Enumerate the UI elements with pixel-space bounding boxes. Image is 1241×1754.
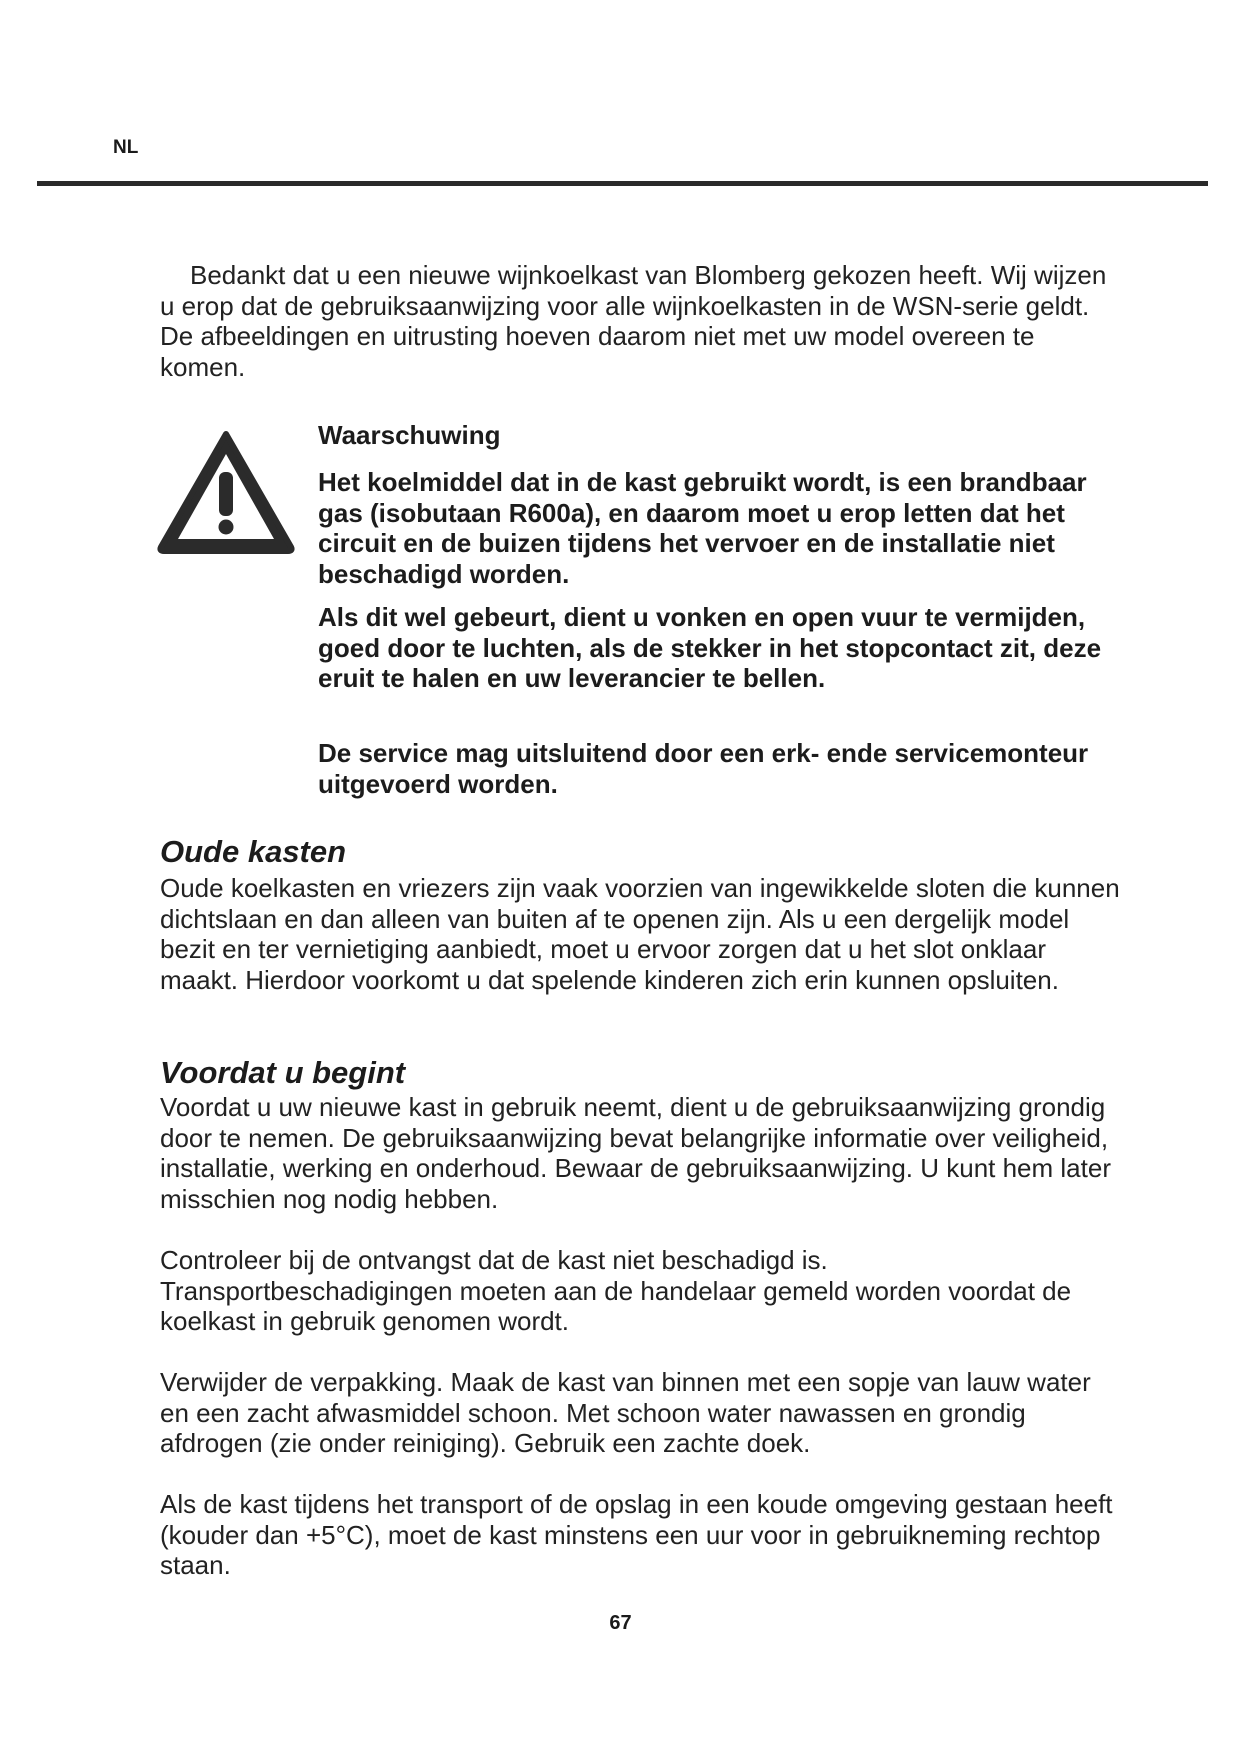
page-number: 67 (609, 1612, 632, 1634)
section-heading-voordat-u-begint: Voordat u begint (160, 1055, 406, 1090)
warning-triangle-icon (155, 428, 297, 556)
section-paragraph: Voordat u uw nieuwe kast in gebruik neemt, dient u de gebruiksaanwijzing grondig door te nemen. De gebruiksaanwijzing bevat belangrijke informatie over veiligheid, installatie, werking en onderhoud. Bewaar de gebruiksaanwijzing. U kunt hem later misschien nog nodig hebben. (160, 1092, 1111, 1214)
language-label: NL (113, 137, 139, 158)
section-paragraph: Als de kast tijdens het transport of de opslag in een koude omgeving gestaan heeft (kouder dan +5°C), moet de kast minstens een uur voor in gebruikneming rechtop staan. (160, 1489, 1113, 1580)
warning-title: Waarschuwing (318, 420, 501, 450)
section-heading-oude-kasten: Oude kasten (160, 834, 347, 869)
section-paragraph: Controleer bij de ontvangst dat de kast niet beschadigd is. Transportbeschadigingen moeten aan de handelaar gemeld worden voordat de koelkast in gebruik genomen wordt. (160, 1245, 1072, 1336)
section-paragraph: Verwijder de verpakking. Maak de kast van binnen met een sopje van lauw water en een zacht afwasmiddel schoon. Met schoon water nawassen en grondig afdrogen (zie onder reiniging). Gebruik een zachte doek. (160, 1367, 1091, 1458)
header-divider (37, 181, 1208, 186)
intro-paragraph: Bedankt dat u een nieuwe wijnkoelkast van Blomberg gekozen heeft. Wij wijzen u erop dat de gebruiksaanwijzing voor alle wijnkoelkasten in de WSN-serie geldt. De afbeeldingen en uitrusting hoeven daarom niet met uw model overeen te komen. (160, 260, 1107, 382)
warning-paragraph: Als dit wel gebeurt, dient u vonken en open vuur te vermijden, goed door te luchten, als de stekker in het stopcontact zit, deze eruit te halen en uw leverancier te bellen. (318, 602, 1102, 693)
section-paragraph: Oude koelkasten en vriezers zijn vaak voorzien van ingewikkelde sloten die kunnen dichtslaan en dan alleen van buiten af te openen zijn. Als u een dergelijk model bezit en ter vernietiging aanbiedt, moet u ervoor zorgen dat u het slot onklaar maakt. Hierdoor voorkomt u dat spelende kinderen zich erin kunnen opsluiten. (160, 873, 1120, 995)
warning-paragraph: De service mag uitsluitend door een erk- ende servicemonteur uitgevoerd worden. (318, 738, 1089, 799)
warning-paragraph: Het koelmiddel dat in de kast gebruikt wordt, is een brandbaar gas (isobutaan R600a), en daarom moet u erop letten dat het circuit en de buizen tijdens het vervoer en de installatie niet beschadigd worden. (318, 467, 1087, 589)
